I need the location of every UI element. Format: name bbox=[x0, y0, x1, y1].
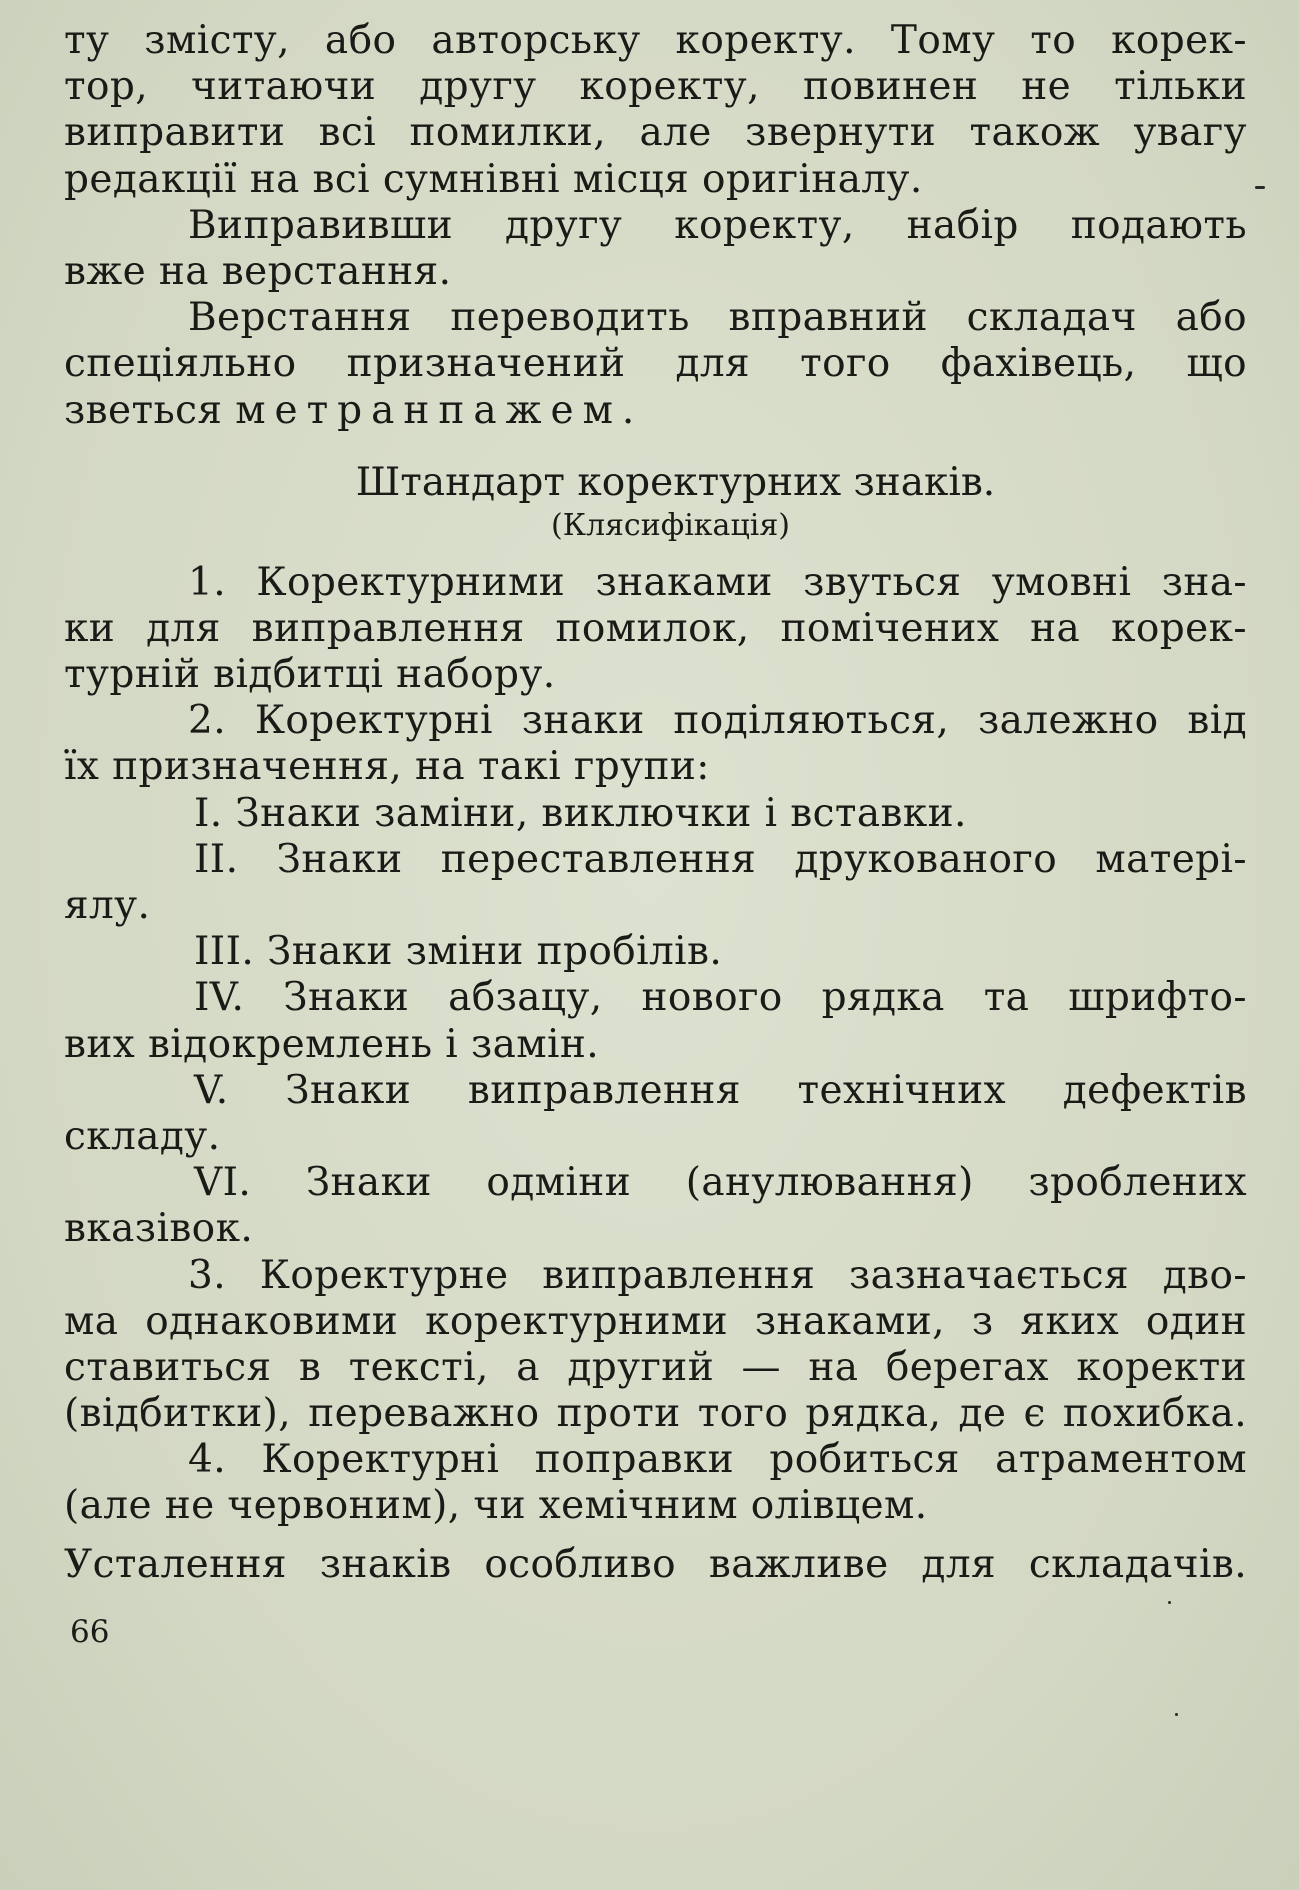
closing-line: Усталення знаків особливо важливе для складачів. bbox=[64, 1541, 1247, 1587]
text-line: (відбитки), переважно проти того рядка, де є похибка. bbox=[64, 1391, 1247, 1437]
list-item-3: 3. Коректурне виправлення зазначається дво- bbox=[188, 1252, 1247, 1298]
text-column bbox=[64, 18, 1247, 1588]
text-line: ту змісту, або авторську коректу. Тому то корек- bbox=[64, 18, 1247, 63]
paragraph-first-line: Верстання переводить вправний складач або bbox=[188, 295, 1247, 341]
text-line: турній відбитці набору. bbox=[64, 652, 556, 698]
text-line: вказівок. bbox=[64, 1206, 254, 1252]
list-item-4: 4. Коректурні поправки робиться атраментом bbox=[188, 1437, 1247, 1483]
text-line: (але не червоним), чи хемічним олівцем. bbox=[64, 1483, 928, 1529]
text-line: вих відокремлень і замін. bbox=[64, 1021, 600, 1067]
list-item-1: 1. Коректурними знаками звуться умовні зна- bbox=[188, 559, 1247, 605]
group-3: III. Знаки зміни пробілів. bbox=[194, 929, 723, 975]
group-1: I. Знаки заміни, виключки і вставки. bbox=[194, 790, 967, 836]
group-4: IV. Знаки абзацу, нового рядка та шрифто- bbox=[194, 975, 1247, 1021]
text-line bbox=[64, 388, 1247, 434]
section-heading: Штандарт коректурних знаків. bbox=[355, 459, 996, 505]
page-number: 66 bbox=[70, 1614, 110, 1650]
text-line: складу. bbox=[64, 1113, 221, 1159]
paragraph-first-line: Виправивши другу коректу, набір подають bbox=[188, 202, 1247, 248]
text-line: ма однаковими коректурними знаками, з яких один bbox=[64, 1298, 1247, 1344]
group-6: VI. Знаки одміни (анулювання) зроблених bbox=[194, 1160, 1247, 1206]
ink-speck bbox=[1168, 1601, 1171, 1604]
group-5: V. Знаки виправлення технічних дефектів bbox=[194, 1067, 1247, 1113]
ink-speck bbox=[1175, 1713, 1178, 1716]
spaced-term: метранпажем. bbox=[235, 387, 644, 433]
group-2: II. Знаки переставлення друкованого матері- bbox=[194, 836, 1247, 882]
text-line: спеціяльно призначений для того фахівець, що bbox=[64, 341, 1247, 387]
text-line: вже на верстання. bbox=[64, 248, 452, 294]
text-line: виправити всі помилки, але звернути також увагу bbox=[64, 110, 1247, 156]
term-prefix: зветься bbox=[64, 387, 223, 433]
text-line: редакції на всі сумнівні місця оригіналу. bbox=[64, 156, 923, 202]
text-line: ялу. bbox=[64, 883, 151, 928]
text-line: ки для виправлення помилок, помічених на корек- bbox=[64, 605, 1247, 651]
text-line: тор, читаючи другу коректу, повинен не тільки bbox=[64, 64, 1247, 110]
text-line: їх призначення, на такі групи: bbox=[64, 744, 710, 790]
ink-speck bbox=[1255, 186, 1265, 189]
text-line: ставиться в тексті, а другий — на берегах коректи bbox=[64, 1344, 1247, 1390]
section-subheading: (Клясифікація) bbox=[551, 507, 790, 543]
list-item-2: 2. Коректурні знаки поділяються, залежно від bbox=[188, 698, 1247, 744]
